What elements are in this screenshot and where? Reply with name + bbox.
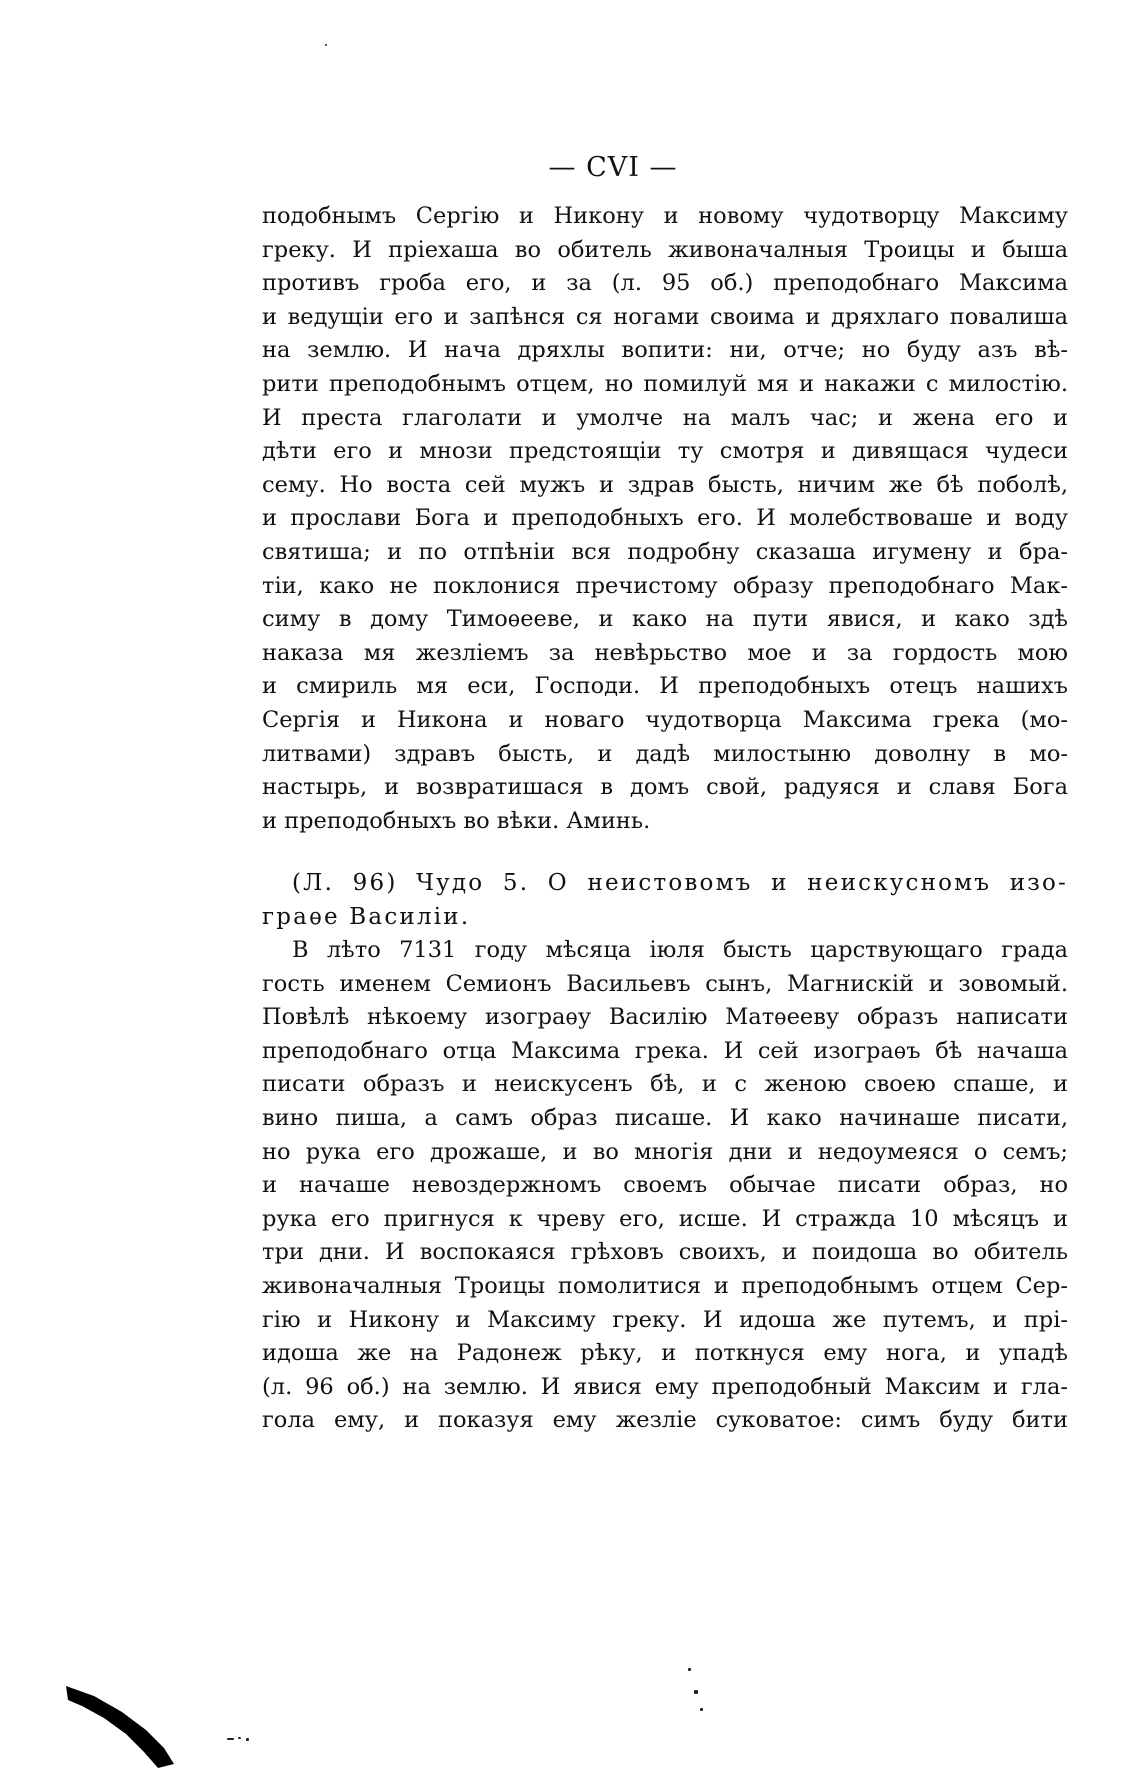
text-line: три дни. И воспокаяся грѣховъ своихъ, и поидоша во обитель (262, 1239, 1068, 1266)
text-line: гола ему, и показуя ему жезліе суковатое: симъ буду бити (262, 1407, 1068, 1434)
scan-speck (325, 44, 327, 46)
text-line: Сергія и Никона и новаго чудотворца Максима грека (мо- (262, 706, 1068, 733)
scan-speck (700, 1708, 703, 1711)
text-line: симу в дому Тимоѳееве, и како на пути явися, и како здѣ (262, 606, 1068, 633)
paragraph-miracle-5 (262, 934, 1068, 1438)
text-line: подобнымъ Сергію и Никону и новому чудотворцу Максиму (262, 203, 1068, 229)
chapter-heading-line: граѳе Василіи. (262, 904, 471, 930)
text-line: но рука его дрожаше, и во многія дни и недоумеяся о семъ; (262, 1138, 1068, 1165)
text-line: рука его пригнуся к чреву его, исше. И стражда 10 мѣсяцъ и (262, 1205, 1068, 1232)
scan-speck (238, 1737, 241, 1739)
text-line: В лѣто 7131 году мѣсяца іюля бысть царствующаго града (292, 937, 1068, 963)
chapter-heading-line: (Л. 96) Чудо 5. О неистовомъ и неискусномъ изо- (292, 870, 1068, 896)
text-line: сему. Но воста сей мужъ и здрав бысть, ничим же бѣ поболѣ, (262, 471, 1068, 498)
text-line: настырь, и возвратишася в домъ свой, радуяся и славя Бога (262, 774, 1068, 801)
text-line: (л. 96 об.) на землю. И явися ему преподобный Максим и гла- (262, 1373, 1068, 1400)
text-line: гію и Никону и Максиму греку. И идоша же путемъ, и прі- (262, 1306, 1068, 1333)
scan-speck (246, 1738, 249, 1741)
scan-speck (688, 1668, 691, 1671)
text-line: рити преподобнымъ отцем, но помилуй мя и накажи с милостію. (262, 370, 1068, 397)
text-line: и прослави Бога и преподобныхъ его. И молебствоваше и воду (262, 505, 1068, 532)
ink-blot-mark (66, 1686, 174, 1768)
page-number: — CVI — (548, 152, 678, 183)
text-line: гость именем Семионъ Васильевъ сынъ, Магнискій и зовомый. (262, 970, 1068, 997)
text-line: литвами) здравъ бысть, и дадѣ милостыню доволну в мо- (262, 740, 1068, 767)
text-line: тіи, како не поклонися пречистому образу преподобнаго Мак- (262, 572, 1068, 599)
text-line: святиша; и по отпѣніи вся подробну сказаша игумену и бра- (262, 538, 1068, 565)
text-line: противъ гроба его, и за (л. 95 об.) преподобнаго Максима (262, 270, 1068, 297)
chapter-heading (262, 866, 1068, 934)
paragraph-miracle-4-ending (262, 200, 1068, 838)
text-line: греку. И пріехаша во обитель живоначалныя Троицы и быша (262, 236, 1068, 263)
text-line: вино пиша, а самъ образ писаше. И како начинаше писати, (262, 1104, 1068, 1131)
text-line: и преподобныхъ во вѣки. Аминь. (262, 807, 651, 834)
text-line: преподобнаго отца Максима грека. И сей изограѳъ бѣ начаша (262, 1037, 1068, 1064)
scan-speck (694, 1690, 698, 1694)
text-line: и смириль мя еси, Господи. И преподобныхъ отецъ нашихъ (262, 673, 1068, 700)
text-line: наказа мя жезліемъ за невѣрьство мое и за гордость мою (262, 639, 1068, 666)
text-line: И преста глаголати и умолче на малъ час; и жена его и (262, 404, 1068, 431)
text-line: дѣти его и мнози предстоящіи ту смотря и дивящася чудеси (262, 438, 1068, 465)
text-line: и ведущіи его и запѣнся ся ногами своима и дряхлаго повалиша (262, 303, 1068, 330)
text-line: идоша же на Радонеж рѣку, и поткнуся ему нога, и упадѣ (262, 1340, 1068, 1367)
text-line: на землю. И нача дряхлы вопити: ни, отче; но буду азъ вѣ- (262, 337, 1068, 364)
text-line: живоначалныя Троицы помолитися и преподобнымъ отцем Сер- (262, 1272, 1068, 1299)
scan-speck (227, 1738, 234, 1740)
text-line: Повѣлѣ нѣкоему изограѳу Василію Матѳееву образъ написати (262, 1004, 1068, 1031)
text-line: и начаше невоздержномъ своемъ обычае писати образ, но (262, 1172, 1068, 1199)
text-line: писати образъ и неискусенъ бѣ, и с женою своею спаше, и (262, 1071, 1068, 1098)
